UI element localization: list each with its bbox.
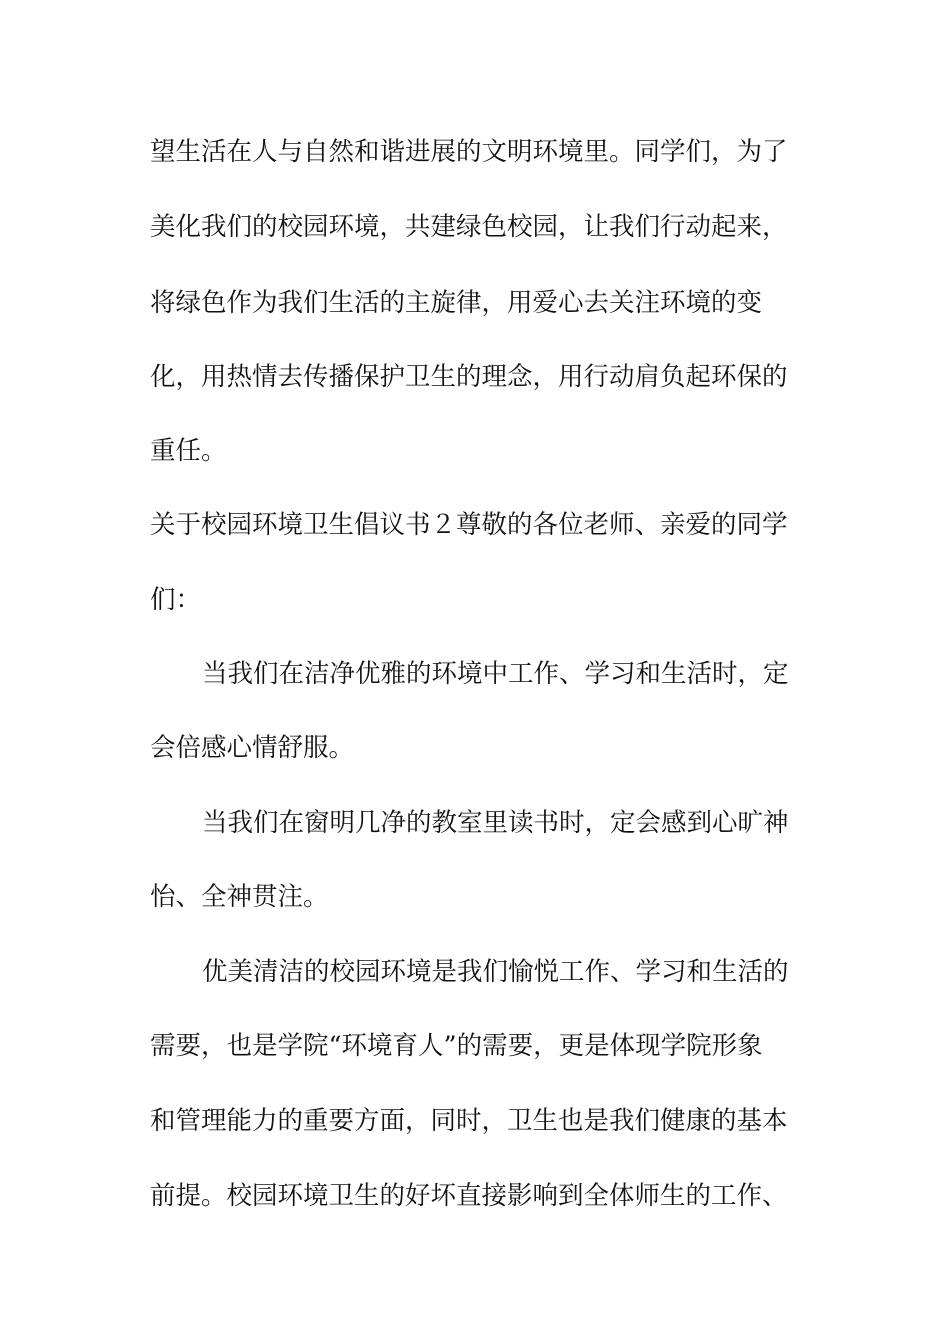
text-line: 会倍感心情舒服。 — [150, 733, 355, 763]
text-line: 将绿色作为我们生活的主旋律，用爱心去关注环境的变 — [150, 288, 763, 318]
section-heading-line: 关于校园环境卫生倡议书２尊敬的各位老师、亲爱的同学 — [150, 510, 788, 540]
text-line: 们： — [150, 585, 202, 615]
paragraph-first-line: 优美清洁的校园环境是我们愉悦工作、学习和生活的 — [202, 957, 789, 987]
text-line: 需要，也是学院“环境育人”的需要，更是体现学院形象 — [150, 1031, 763, 1061]
paragraph-first-line: 当我们在洁净优雅的环境中工作、学习和生活时，定 — [202, 659, 789, 689]
text-line: 前提。校园环境卫生的好坏直接影响到全体师生的工作、 — [150, 1181, 788, 1211]
text-line: 怡、全神贯注。 — [150, 882, 329, 912]
text-line: 重任。 — [150, 436, 227, 466]
paragraph-first-line: 当我们在窗明几净的教室里读书时，定会感到心旷神 — [202, 808, 789, 838]
text-line: 和管理能力的重要方面，同时，卫生也是我们健康的基本 — [150, 1106, 788, 1136]
text-line: 美化我们的校园环境，共建绿色校园，让我们行动起来， — [150, 212, 788, 242]
text-line: 望生活在人与自然和谐进展的文明环境里。同学们，为了 — [150, 137, 788, 167]
text-line: 化，用热情去传播保护卫生的理念，用行动肩负起环保的 — [150, 362, 788, 392]
